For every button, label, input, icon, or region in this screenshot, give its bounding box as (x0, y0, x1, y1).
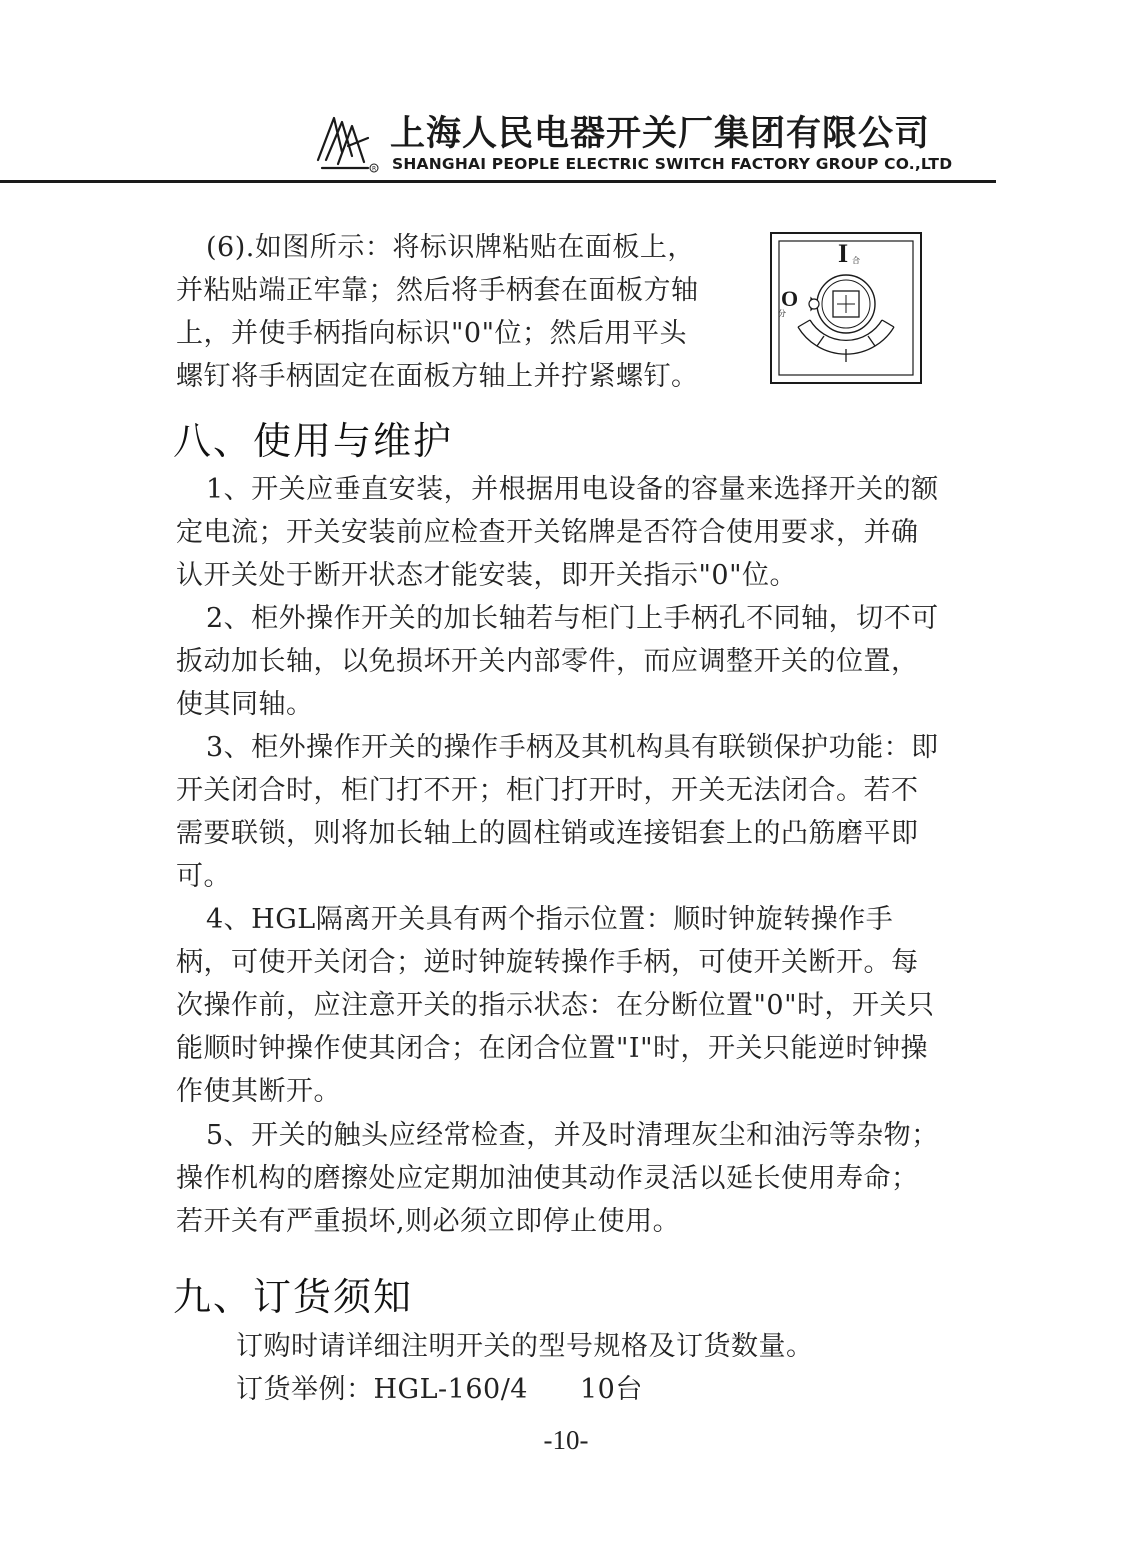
company-name-en: SHANGHAI PEOPLE ELECTRIC SWITCH FACTORY GROUP CO.,LTD (392, 155, 953, 173)
off-label: O (781, 286, 799, 311)
order-example-quantity: 10台 (579, 1374, 643, 1405)
section-8-item-4: 4、HGL隔离开关具有两个指示位置：顺时钟旋转操作手柄，可使开关闭合；逆时钟旋转操作手柄，可使开关断开。每次操作前，应注意开关的指示状态：在分断位置"0"时，开关只能顺时钟操作使其闭合；在闭合位置"I"时，开关只能逆时钟操作使其断开。 (176, 904, 935, 1107)
intro-line: 螺钉将手柄固定在面板方轴上并拧紧螺钉。 (176, 361, 699, 392)
intro-line: 并粘贴端正牢靠；然后将手柄套在面板方轴 (176, 275, 699, 306)
company-name-cn: 上海人民电器开关厂集团有限公司 (390, 114, 931, 154)
section-8-item-1: 1、开关应垂直安装，并根据用电设备的容量来选择开关的额定电流；开关安装前应检查开关铭牌是否符合使用要求，并确认开关处于断开状态才能安装，即开关指示"0"位。 (176, 474, 939, 591)
intro-paragraph (176, 226, 736, 398)
page-number: -10- (543, 1425, 589, 1455)
svg-text:R: R (372, 165, 377, 173)
section-8-item-3: 3、柜外操作开关的操作手柄及其机构具有联锁保护功能：即开关闭合时，柜门打不开；柜门打开时，开关无法闭合。若不需要联锁，则将加长轴上的圆柱销或连接铝套上的凸筋磨平即可。 (176, 732, 939, 892)
section-8-item-5: 5、开关的触头应经常检查，并及时清理灰尘和油污等杂物；操作机构的磨擦处应定期加油使其动作灵活以延长使用寿命；若开关有严重损坏,则必须立即停止使用。 (176, 1120, 939, 1237)
section-8-item-2: 2、柜外操作开关的加长轴若与柜门上手柄孔不同轴，切不可扳动加长轴，以免损坏开关内部零件，而应调整开关的位置，使其同轴。 (176, 603, 939, 720)
order-example-model: 订货举例：HGL-160/4 (236, 1374, 528, 1405)
intro-line: 上，并使手柄指向标识"0"位；然后用平头 (176, 318, 688, 349)
section-8-heading: 八、使用与维护 (173, 419, 454, 463)
off-label-cn: 分 (778, 309, 786, 318)
indicator-label-figure (770, 232, 922, 384)
on-label: I (838, 239, 849, 268)
company-logo (312, 108, 382, 178)
order-instruction: 订购时请详细注明开关的型号规格及订货数量。 (236, 1331, 814, 1362)
on-label-cn: 合 (852, 256, 860, 265)
order-example (236, 1367, 643, 1406)
intro-line: (6).如图所示：将标识牌粘贴在面板上， (206, 232, 695, 263)
header-divider (0, 180, 996, 183)
section-9-heading: 九、订货须知 (173, 1275, 414, 1319)
